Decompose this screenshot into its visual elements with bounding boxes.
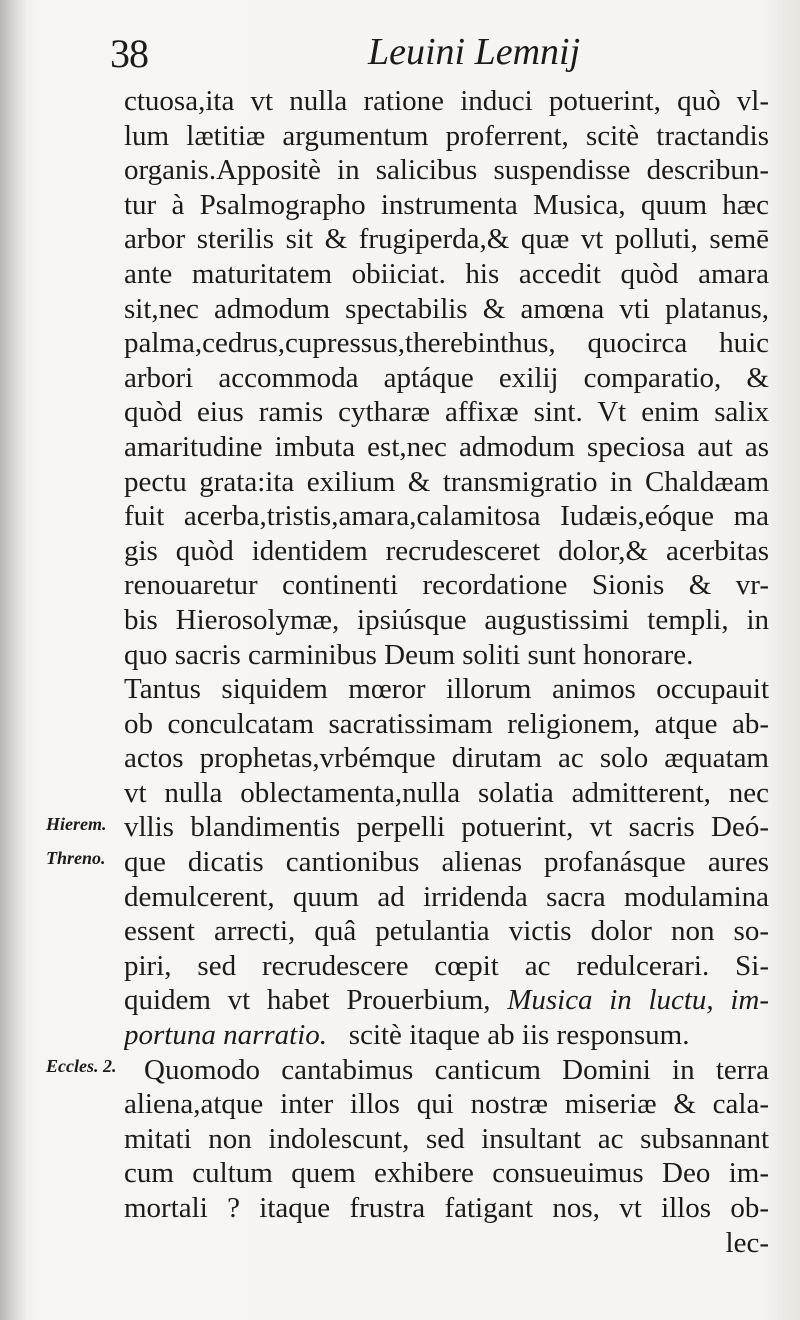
- text-line: palma,cedrus,cupressus,therebinthus, quocirca huic: [124, 327, 769, 360]
- text-line: fuit acerba,tristis,amara,calamitosa Iudæis,eóque ma: [124, 500, 769, 533]
- text-segment: scitè itaque ab iis responsum.: [348, 1019, 690, 1052]
- text-line: que dicatis cantionibus alienas profanásque aures: [124, 846, 769, 879]
- text-line: essent arrecti, quâ petulantia victis dolor non so-: [124, 915, 769, 948]
- text-line: vt nulla oblectamenta,nulla solatia admitterent, nec: [124, 776, 769, 809]
- text-line: ctuosa,ita vt nulla ratione induci potuerint, quò vl-: [124, 85, 769, 117]
- text-segment: quidem vt habet Prouerbium,: [124, 984, 508, 1017]
- running-head: Leuini Lemnij: [368, 31, 581, 73]
- text-line: organis.Appositè in salicibus suspendisse describun-: [124, 154, 769, 187]
- text-line: amaritudine imbuta est,nec admodum speciosa aut as: [124, 430, 769, 463]
- text-line: ante maturitatem obiiciat. his accedit quòd amara: [124, 257, 769, 290]
- text-line: bis Hierosolymæ, ipsiúsque augustissimi templi, in: [124, 603, 769, 636]
- marginal-note-eccles: Eccles. 2.: [46, 1056, 117, 1076]
- text-line: lum lætitiæ argumentum proferrent, scitè tractandis: [124, 119, 769, 152]
- text-line-with-proverb: [124, 1018, 769, 1053]
- text-line: vllis blandimentis perpelli potuerint, vt sacris Deó-: [124, 811, 769, 844]
- text-line: renouaretur continenti recordatione Sionis & vr-: [124, 569, 769, 602]
- text-line: cum cultum quem exhibere consueuimus Deo im-: [124, 1157, 769, 1190]
- page-header: [110, 24, 770, 74]
- text-line: aliena,atque inter illos qui nostræ miseriæ & cala-: [124, 1088, 769, 1121]
- text-line: demulcerent, quum ad irridenda sacra modulamina: [124, 880, 769, 913]
- text-line: quòd eius ramis cytharæ affixæ sint. Vt enim salix: [124, 396, 769, 429]
- body-text: [124, 84, 769, 1260]
- text-line: gis quòd identidem recrudesceret dolor,& acerbitas: [124, 534, 769, 567]
- text-line: piri, sed recrudescere cœpit ac redulcerari. Si-: [124, 949, 769, 982]
- text-line: quo sacris carminibus Deum soliti sunt honorare.: [124, 638, 694, 671]
- text-line: arbori accommoda aptáque exilij comparatio, &: [124, 361, 769, 394]
- text-line: Tantus siquidem mœror illorum animos occupauit: [124, 673, 769, 706]
- text-line: tur à Psalmographo instrumenta Musica, quum hæc: [124, 188, 769, 221]
- text-line: sit,nec admodum spectabilis & amœna vti platanus,: [124, 292, 769, 325]
- proverb-italic: portuna narratio.: [124, 1019, 328, 1052]
- page-gutter: [0, 0, 26, 1320]
- text-line: mitati non indolescunt, sed insultant ac subsannant: [124, 1122, 769, 1155]
- page-number: 38: [110, 31, 148, 76]
- text-line: pectu grata:ita exilium & transmigratio in Chaldæam: [124, 465, 769, 498]
- marginal-note-threno: Threno.: [46, 848, 106, 868]
- text-line: Quomodo cantabimus canticum Domini in terra: [144, 1053, 769, 1086]
- catchword: lec-: [725, 1226, 769, 1259]
- proverb-italic: Musica in luctu, im-: [507, 984, 769, 1017]
- text-line-with-proverb: [124, 983, 769, 1018]
- text-line: ob conculcatam sacratissimam religionem, atque ab-: [124, 707, 769, 740]
- text-line: mortali ? itaque frustra fatigant nos, vt illos ob-: [124, 1192, 769, 1224]
- text-line: arbor sterilis sit & frugiperda,& quæ vt polluti, semē: [124, 223, 769, 256]
- marginal-note-hierem: Hierem.: [46, 814, 107, 834]
- text-line: actos prophetas,vrbémque dirutam ac solo æquatam: [124, 742, 769, 775]
